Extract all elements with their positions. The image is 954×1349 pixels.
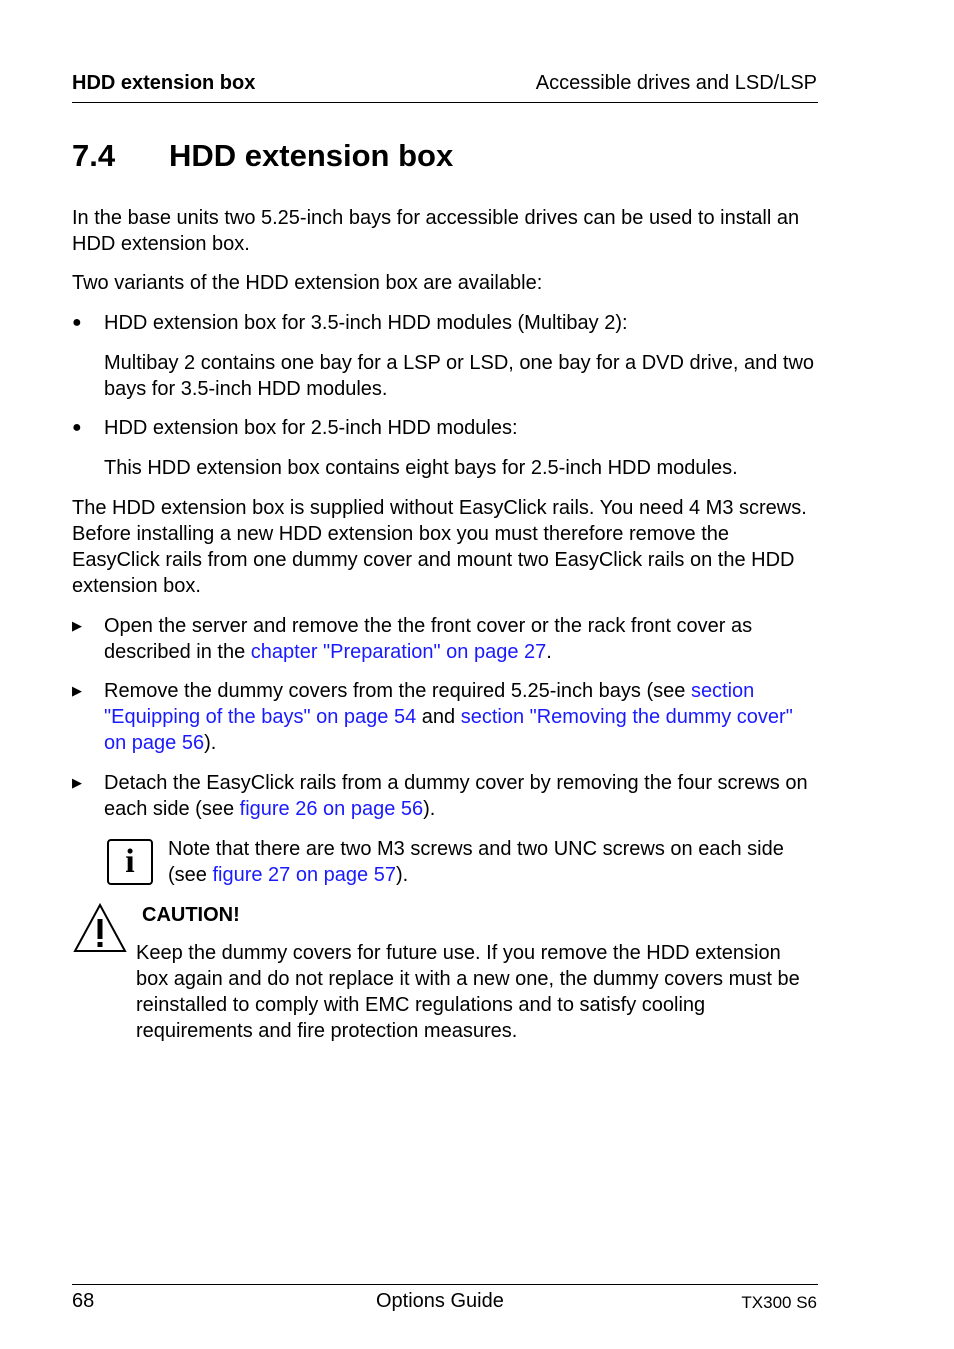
footer-guide-title: Options Guide [376,1290,504,1312]
caution-warning-icon [72,902,128,954]
info-note: Note that there are two M3 screws and two UNC screws on each side (see figure 27 on page 57). [168,838,784,886]
footer-model: TX300 S6 [741,1293,817,1312]
bullet-item-multibay: HDD extension box for 3.5-inch HDD modules (Multibay 2): [104,312,628,334]
step-3: Detach the EasyClick rails from a dummy cover by removing the four screws on each side (see figure 26 on page 56). [104,772,808,820]
link-figure-26[interactable]: figure 26 on page 56 [239,798,424,820]
section-number: 7.4 [72,138,116,173]
header-rule [72,102,818,103]
link-chapter-preparation[interactable]: chapter "Preparation" on page 27 [250,641,547,663]
variants-paragraph: Two variants of the HDD extension box are available: [72,272,543,294]
footer-rule [72,1284,818,1285]
bullet-item-25inch-description: This HDD extension box contains eight bays for 2.5-inch HDD modules. [104,457,738,479]
page-number: 68 [72,1290,95,1312]
link-section-equipping-bays[interactable]: section "Equipping of the bays" on page 54 [104,680,755,728]
bullet-dot-icon: ● [72,314,82,331]
info-icon: i [107,839,153,885]
caution-label: CAUTION! [142,904,240,926]
section-title-text: HDD extension box [169,138,454,173]
step-arrow-icon: ▶ [72,775,82,790]
step-arrow-icon: ▶ [72,618,82,633]
caution-text: Keep the dummy covers for future use. If you remove the HDD extension box again and do not replace it with a new one, the dummy covers must be reinstalled to comply with EMC regulations and to satisfy cooling requirements and fire protection measures. [136,942,800,1042]
running-header-left: HDD extension box [72,72,256,94]
step-1: Open the server and remove the the front cover or the rack front cover as described in the chapter "Preparation" on page 27. [104,615,753,663]
bullet-item-multibay-description: Multibay 2 contains one bay for a LSP or LSD, one bay for a DVD drive, and two bays for 3.5-inch HDD modules. [104,352,815,400]
bullet-dot-icon: ● [72,419,82,436]
step-2: Remove the dummy covers from the required 5.25-inch bays (see section "Equipping of the bays" on page 54 and section "Removing the dummy cover" on page 56). [104,680,793,754]
supplied-paragraph: The HDD extension box is supplied without EasyClick rails. You need 4 M3 screws. Before installing a new HDD extension box you must therefore remove the EasyClick rails from one dummy cover and mount two EasyClick rails on the HDD extension box. [72,497,807,597]
section-title [72,138,453,174]
step-arrow-icon: ▶ [72,683,82,698]
intro-paragraph: In the base units two 5.25-inch bays for accessible drives can be used to install an HDD extension box. [72,207,800,255]
bullet-item-25inch: HDD extension box for 2.5-inch HDD modules: [104,417,518,439]
link-section-removing-dummy-cover[interactable]: section "Removing the dummy cover" on page 56 [104,706,793,754]
running-header-right: Accessible drives and LSD/LSP [535,72,817,94]
link-figure-27[interactable]: figure 27 on page 57 [212,864,396,886]
